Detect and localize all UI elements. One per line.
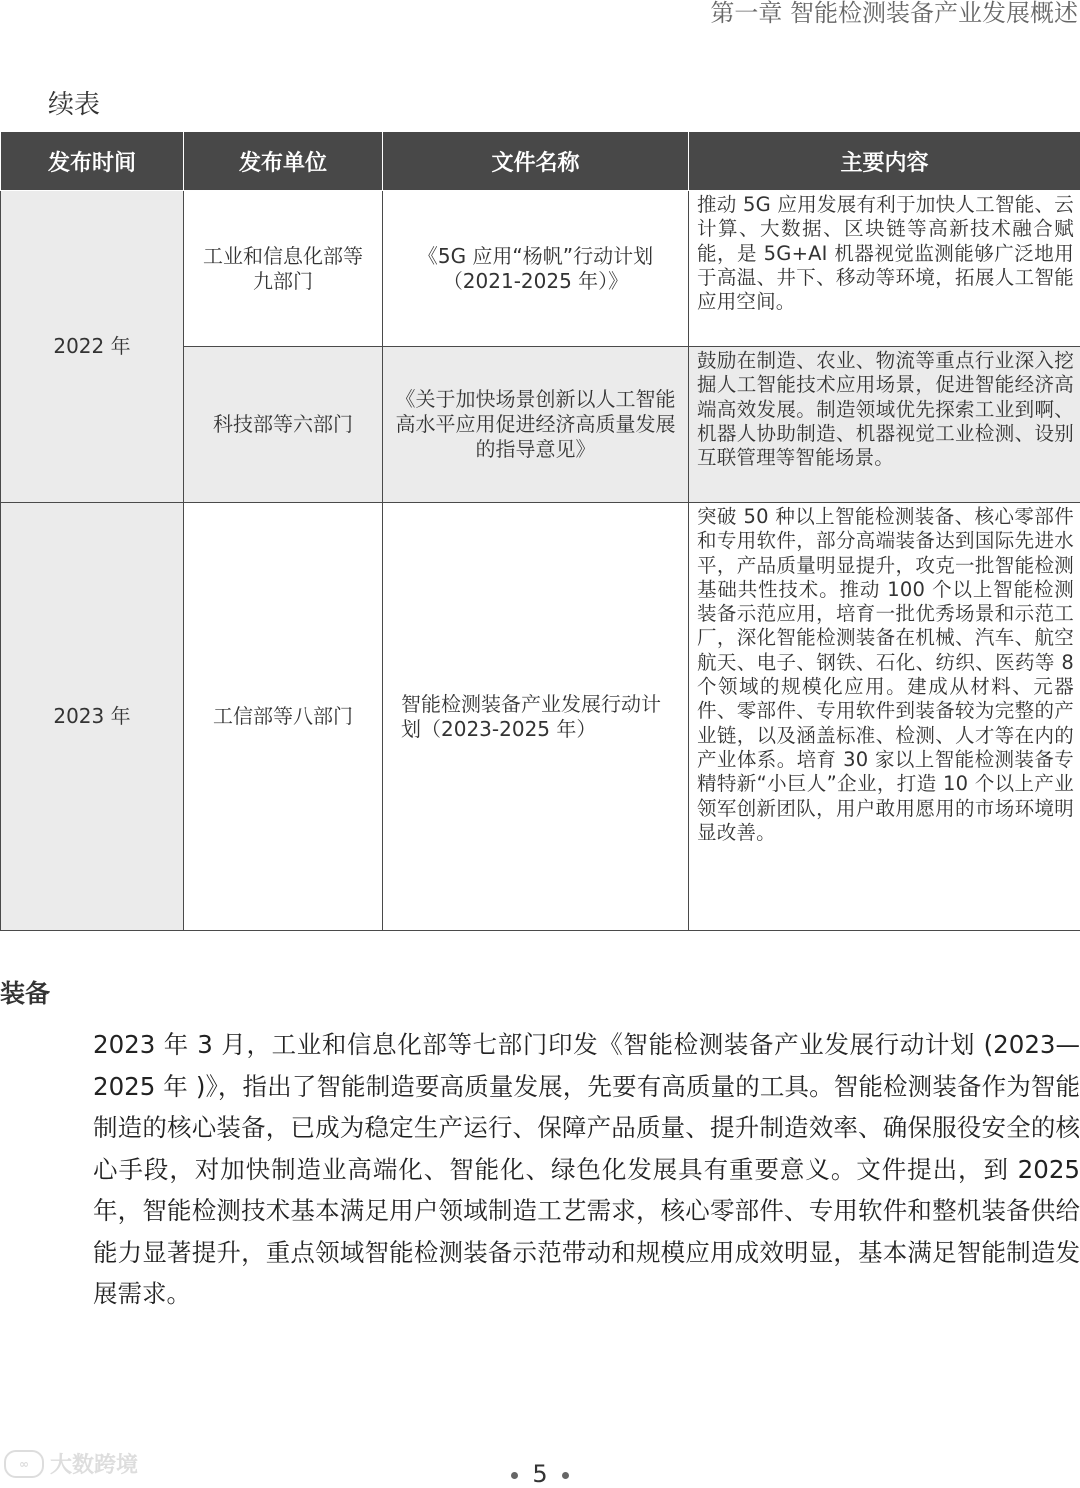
table-row: [1, 191, 1080, 347]
watermark-logo-icon: ∞: [4, 1450, 44, 1478]
content-cell: 鼓励在制造、农业、物流等重点行业深入挖掘人工智能技术应用场景，促进智能经济高端高效发展。制造领域优先探索工业到啊、机器人协助制造、机器视觉工业检测、设别互联管理等智能场景。: [689, 347, 1080, 503]
year-cell: 2023 年: [1, 503, 184, 931]
document-text: 《5G 应用“杨帆”行动计划（2021-2025 年）》: [391, 244, 680, 294]
issuer-cell: [184, 503, 383, 931]
year-cell: 2022 年: [1, 191, 184, 503]
table-caption: 续表: [48, 84, 100, 121]
page-number-text: 5: [532, 1460, 547, 1488]
document-cell: [383, 503, 689, 931]
issuer-text: 工信部等八部门: [192, 704, 374, 729]
issuer-cell: [184, 191, 383, 347]
issuer-text: 工业和信息化部等九部门: [192, 244, 374, 294]
section-heading: 装备: [0, 974, 50, 1010]
column-header-content: 主要内容: [689, 132, 1080, 191]
column-header-document: 文件名称: [383, 132, 689, 191]
document-cell: [383, 347, 689, 503]
table-row: [1, 503, 1080, 931]
content-cell: 突破 50 种以上智能检测装备、核心零部件和专用软件，部分高端装备达到国际先进水平，产品质量明显提升，攻克一批智能检测基础共性技术。推动 100 个以上智能检测装备示范应用，培育一批优秀场景和示范工厂，深化智能检测装备在机械、汽车、航空航天、电子、钢铁、石化、纺织、医药等 8 个领域的规模化应用。建成从材料、元器件、零部件、专用软件到装备较为完整的产业链，以及涵盖标准、检测、人才等在内的产业体系。培育 30 家以上智能检测装备专精特新“小巨人”企业，打造 10 个以上产业领军创新团队，用户敢用愿用的市场环境明显改善。: [689, 503, 1080, 931]
body-paragraph: 2023 年 3 月，工业和信息化部等七部门印发《智能检测装备产业发展行动计划 (2023—2025 年 )》，指出了智能制造要高质量发展，先要有高质量的工具。智能检测装备作为智能制造的核心装备，已成为稳定生产运行、保障产品质量、提升制造效率、确保服役安全的核心手段，对加快制造业高端化、智能化、绿色化发展具有重要意义。文件提出，到 2025 年，智能检测技术基本满足用户领域制造工艺需求，核心零部件、专用软件和整机装备供给能力显著提升，重点领域智能检测装备示范带动和规模应用成效明显，基本满足智能制造发展需求。: [93, 1024, 1080, 1315]
issuer-text: 科技部等六部门: [192, 412, 374, 437]
document-cell: [383, 191, 689, 347]
running-header: 第一章 智能检测装备产业发展概述: [710, 0, 1080, 28]
watermark-text: 大数跨境: [50, 1448, 138, 1479]
column-header-date: 发布时间: [1, 132, 184, 191]
column-header-issuer: 发布单位: [184, 132, 383, 191]
document-text: 智能检测装备产业发展行动计划（2023-2025 年）: [401, 692, 680, 742]
page-number: [0, 1460, 1080, 1488]
policy-table: [0, 132, 1080, 931]
document-text: 《关于加快场景创新以人工智能高水平应用促进经济高质量发展的指导意见》: [391, 387, 680, 462]
dot-icon: [511, 1472, 518, 1479]
issuer-cell: [184, 347, 383, 503]
dot-icon: [562, 1472, 569, 1479]
content-cell: 推动 5G 应用发展有利于加快人工智能、云计算、大数据、区块链等高新技术融合赋能，是 5G+AI 机器视觉监测能够广泛地用于高温、井下、移动等环境，拓展人工智能应用空间。: [689, 191, 1080, 347]
table-header-row: [1, 132, 1080, 191]
